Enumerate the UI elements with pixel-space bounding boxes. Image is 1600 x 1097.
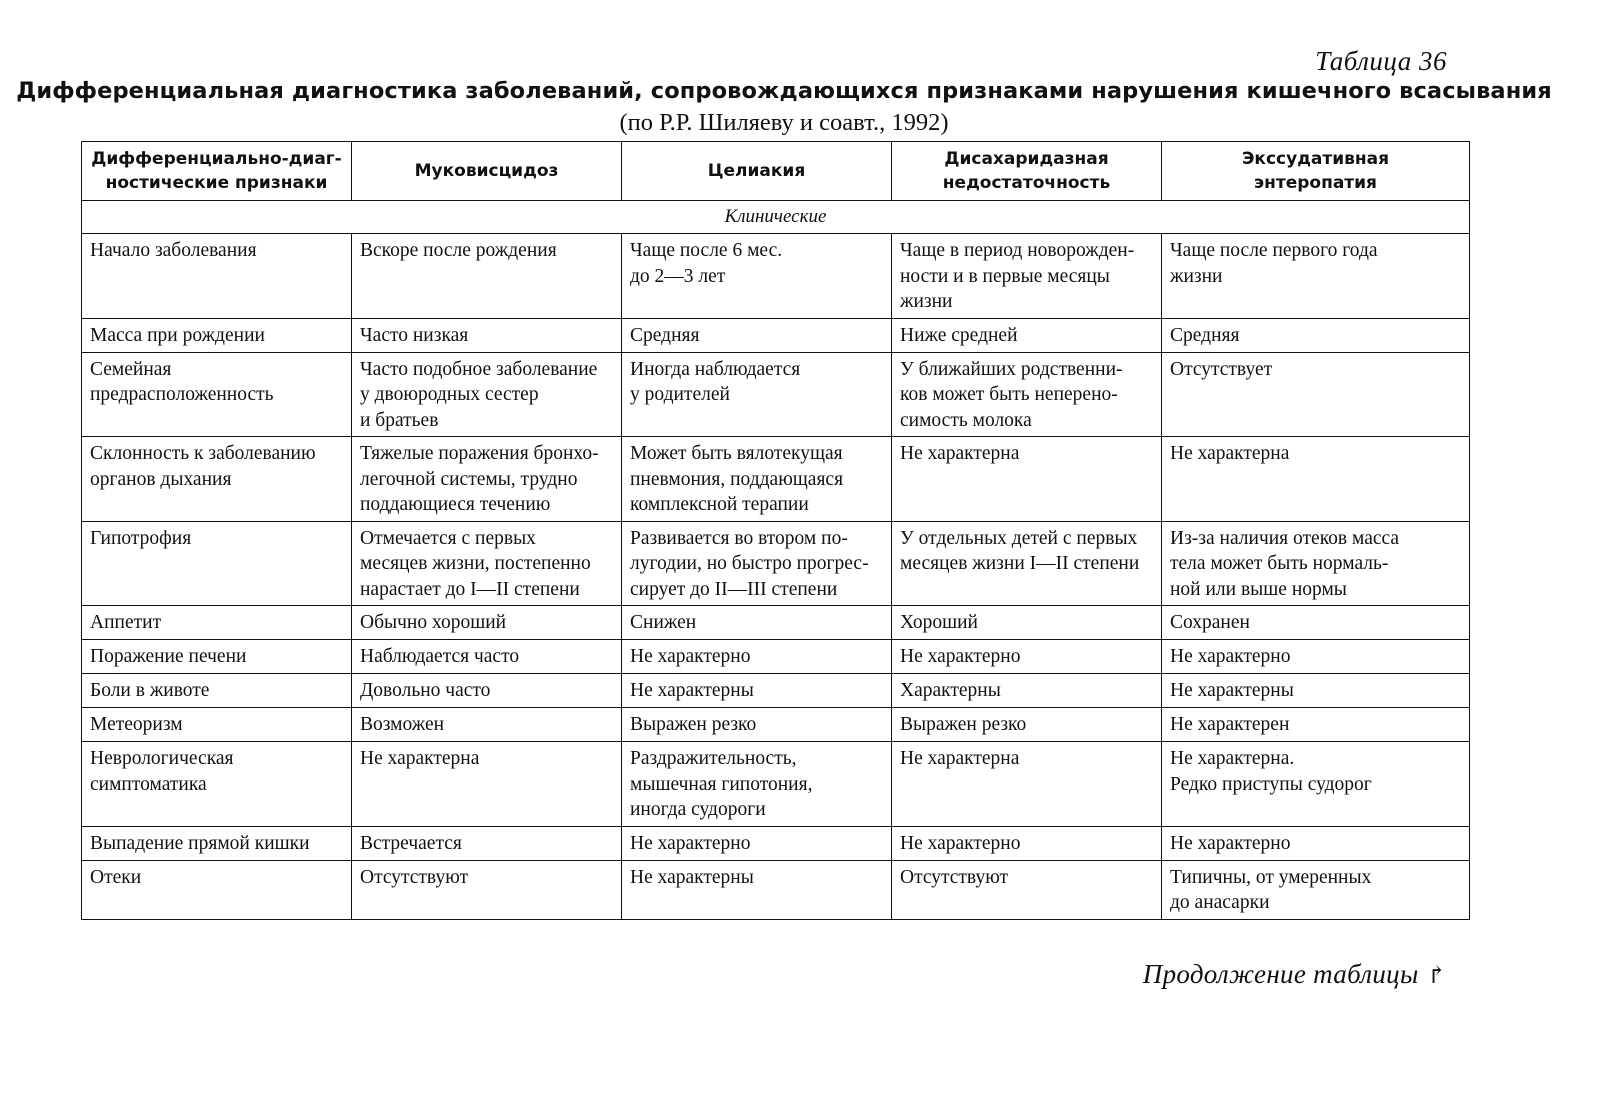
table-cell: Не характерна — [892, 437, 1162, 522]
column-header: Дифференциально-диаг- ностические признаки — [82, 142, 352, 201]
table-cell: Не характерна — [1162, 437, 1470, 522]
table-row — [82, 860, 1470, 919]
table-cell: Отсутствуют — [892, 860, 1162, 919]
table-cell: Не характерна. Редко приступы судорог — [1162, 742, 1470, 827]
table-cell: Неврологическая симптоматика — [82, 742, 352, 827]
table-cell: Отсутствуют — [352, 860, 622, 919]
table-row — [82, 606, 1470, 640]
table-subtitle: (по Р.Р. Шиляеву и соавт., 1992) — [619, 109, 949, 136]
table-number-label: Таблица 36 — [1315, 46, 1447, 76]
table-cell: Не характерна — [892, 742, 1162, 827]
table-row — [82, 742, 1470, 827]
table-cell: Отмечается с первых месяцев жизни, постепенно нарастает до I—II степени — [352, 521, 622, 606]
column-header: Дисахаридазная недостаточность — [892, 142, 1162, 201]
table-cell: Средняя — [622, 318, 892, 352]
table-cell: Раздражительность, мышечная гипотония, иногда судороги — [622, 742, 892, 827]
table-cell: Довольно часто — [352, 674, 622, 708]
table-cell: Метеоризм — [82, 708, 352, 742]
table-cell: Чаще после первого года жизни — [1162, 234, 1470, 319]
table-cell: У отдельных детей с первых месяцев жизни I—II степени — [892, 521, 1162, 606]
table-row — [82, 826, 1470, 860]
table-row — [82, 708, 1470, 742]
table-header-row — [82, 142, 1470, 201]
table-row — [82, 234, 1470, 319]
table-cell: Не характерны — [622, 860, 892, 919]
table-cell: Выражен резко — [622, 708, 892, 742]
table-cell: Средняя — [1162, 318, 1470, 352]
table-cell: Не характерна — [352, 742, 622, 827]
table-cell: Выпадение прямой кишки — [82, 826, 352, 860]
table-cell: Наблюдается часто — [352, 640, 622, 674]
table-cell: Вскоре после рождения — [352, 234, 622, 319]
table-row — [82, 437, 1470, 522]
table-cell: Начало заболевания — [82, 234, 352, 319]
table-cell: Не характерны — [622, 674, 892, 708]
table-cell: Возможен — [352, 708, 622, 742]
table-cell: Выражен резко — [892, 708, 1162, 742]
table-cell: Из-за наличия отеков масса тела может быть нормаль- ной или выше нормы — [1162, 521, 1470, 606]
table-cell: Отсутствует — [1162, 352, 1470, 437]
table-cell: Чаще после 6 мес. до 2—3 лет — [622, 234, 892, 319]
diagnosis-table — [81, 141, 1470, 920]
table-cell: Масса при рождении — [82, 318, 352, 352]
table-cell: Склонность к заболеванию органов дыхания — [82, 437, 352, 522]
table-cell: Обычно хороший — [352, 606, 622, 640]
table-row — [82, 674, 1470, 708]
table-row — [82, 318, 1470, 352]
table-cell: Не характерно — [622, 826, 892, 860]
table-cell: Отеки — [82, 860, 352, 919]
column-header: Муковисцидоз — [352, 142, 622, 201]
table-cell: Снижен — [622, 606, 892, 640]
table-row — [82, 521, 1470, 606]
table-cell: Сохранен — [1162, 606, 1470, 640]
section-row — [82, 201, 1470, 234]
column-header: Целиакия — [622, 142, 892, 201]
table-cell: Не характерно — [892, 826, 1162, 860]
table-cell: Тяжелые поражения бронхо- легочной системы, трудно поддающиеся течению — [352, 437, 622, 522]
continuation-label: Продолжение таблицы — [1142, 959, 1419, 989]
table-cell: Не характерен — [1162, 708, 1470, 742]
table-cell: Часто низкая — [352, 318, 622, 352]
table-cell: Не характерно — [1162, 826, 1470, 860]
table-cell: Гипотрофия — [82, 521, 352, 606]
table-row — [82, 640, 1470, 674]
table-cell: Не характерно — [622, 640, 892, 674]
table-cell: Аппетит — [82, 606, 352, 640]
table-cell: Иногда наблюдается у родителей — [622, 352, 892, 437]
table-cell: Развивается во втором по- лугодии, но быстро прогрес- сирует до II—III степени — [622, 521, 892, 606]
table-cell: Не характерно — [892, 640, 1162, 674]
table-cell: Чаще в период новорожден- ности и в первые месяцы жизни — [892, 234, 1162, 319]
table-cell: Семейная предрасположенность — [82, 352, 352, 437]
column-header: Экссудативная энтеропатия — [1162, 142, 1470, 201]
table-cell: Встречается — [352, 826, 622, 860]
table-cell: У ближайших родственни- ков может быть неперено- симость молока — [892, 352, 1162, 437]
table-cell: Хороший — [892, 606, 1162, 640]
continuation-note — [1143, 959, 1447, 990]
section-label: Клинические — [82, 201, 1470, 234]
table-title: Дифференциальная диагностика заболеваний, сопровождающихся признаками нарушения кишечного всасывания — [16, 78, 1552, 104]
table-row — [82, 352, 1470, 437]
hooked-arrow-icon: ↱ — [1426, 963, 1447, 989]
table-cell: Может быть вялотекущая пневмония, поддающаяся комплексной терапии — [622, 437, 892, 522]
table-cell: Не характерны — [1162, 674, 1470, 708]
table-cell: Типичны, от умеренных до анасарки — [1162, 860, 1470, 919]
table-cell: Ниже средней — [892, 318, 1162, 352]
table-cell: Часто подобное заболевание у двоюродных сестер и братьев — [352, 352, 622, 437]
table-cell: Поражение печени — [82, 640, 352, 674]
table-cell: Не характерно — [1162, 640, 1470, 674]
table-cell: Характерны — [892, 674, 1162, 708]
table-cell: Боли в животе — [82, 674, 352, 708]
